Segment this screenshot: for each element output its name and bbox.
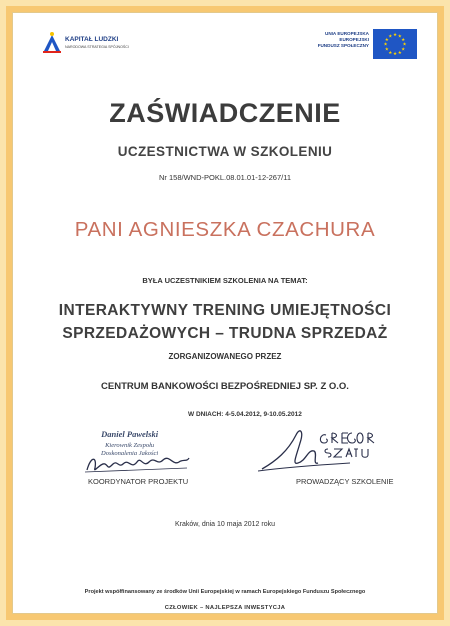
place-and-date: Kraków, dnia 10 maja 2012 roku [174,521,275,528]
slogan: CZŁOWIEK – NAJLEPSZA INWESTYCJA [164,605,286,611]
kapital-ludzki-emblem-icon [41,31,63,55]
training-dates: W DNIACH: 4-5.04.2012, 9-10.05.2012 [188,411,302,418]
training-topic [13,299,437,345]
training-topic-line: INTERAKTYWNY TRENING UMIEJĘTNOŚCI [58,302,392,319]
eu-star-icon: ★ [388,34,393,40]
cofinancing-note: Projekt współfinansowany ze środków Unii Europejskiej w ramach Europejskiego Funduszu Społecznego [84,589,366,595]
eu-star-icon: ★ [397,50,402,56]
organized-by-label: ZORGANIZOWANEGO PRZEZ [168,352,282,361]
certificate-title: ZAŚWIADCZENIE [109,98,341,128]
organizer-name: CENTRUM BANKOWOŚCI BEZPOŚREDNIEJ SP. Z O.O. [101,381,349,392]
training-topic-line: SPRZEDAŻOWYCH – TRUDNA SPRZEDAŻ [62,325,388,342]
eu-star-icon: ★ [402,42,407,48]
eu-star-icon: ★ [392,52,398,58]
kapital-ludzki-subtitle: NARODOWA STRATEGIA SPÓJNOŚCI [65,45,129,49]
stamp-role-line: Kierownik Zespołu [105,442,155,449]
eu-star-icon: ★ [392,33,398,39]
eu-logo [297,29,417,61]
eu-star-icon: ★ [384,47,389,53]
stamp-role-line: Doskonalenia Jakości [101,449,159,457]
trainer-signature [258,421,378,479]
coordinator-signature [83,450,193,476]
certificate-number: Nr 158/WND-POKL.08.01.01-12-267/11 [158,173,291,182]
eu-flag-icon [373,29,417,59]
eu-star-icon: ★ [388,50,393,56]
certificate-page [12,12,438,614]
kapital-ludzki-logo [41,31,141,61]
eu-logo-text [318,31,369,49]
eu-star-icon: ★ [401,47,406,53]
eu-star-icon: ★ [383,42,388,48]
eu-star-icon: ★ [397,34,402,40]
eu-star-icon: ★ [384,37,389,43]
training-lead-text: BYŁA UCZESTNIKIEM SZKOLENIA NA TEMAT: [142,276,308,285]
stamp-name: Daniel Pawelski [101,429,159,439]
eu-star-icon: ★ [401,37,406,43]
eu-logo-line: UNIA EUROPEJSKA [325,31,369,36]
trainer-role: PROWADZĄCY SZKOLENIE [296,477,394,486]
kapital-ludzki-title: KAPITAŁ LUDZKI [65,36,119,43]
eu-logo-line: FUNDUSZ SPOŁECZNY [317,43,369,48]
certificate-subtitle: UCZESTNICTWA W SZKOLENIU [117,144,333,159]
eu-logo-line: EUROPEJSKI [339,37,369,42]
coordinator-role: KOORDYNATOR PROJEKTU [88,477,189,486]
recipient-name: PANI AGNIESZKA CZACHURA [74,218,376,241]
